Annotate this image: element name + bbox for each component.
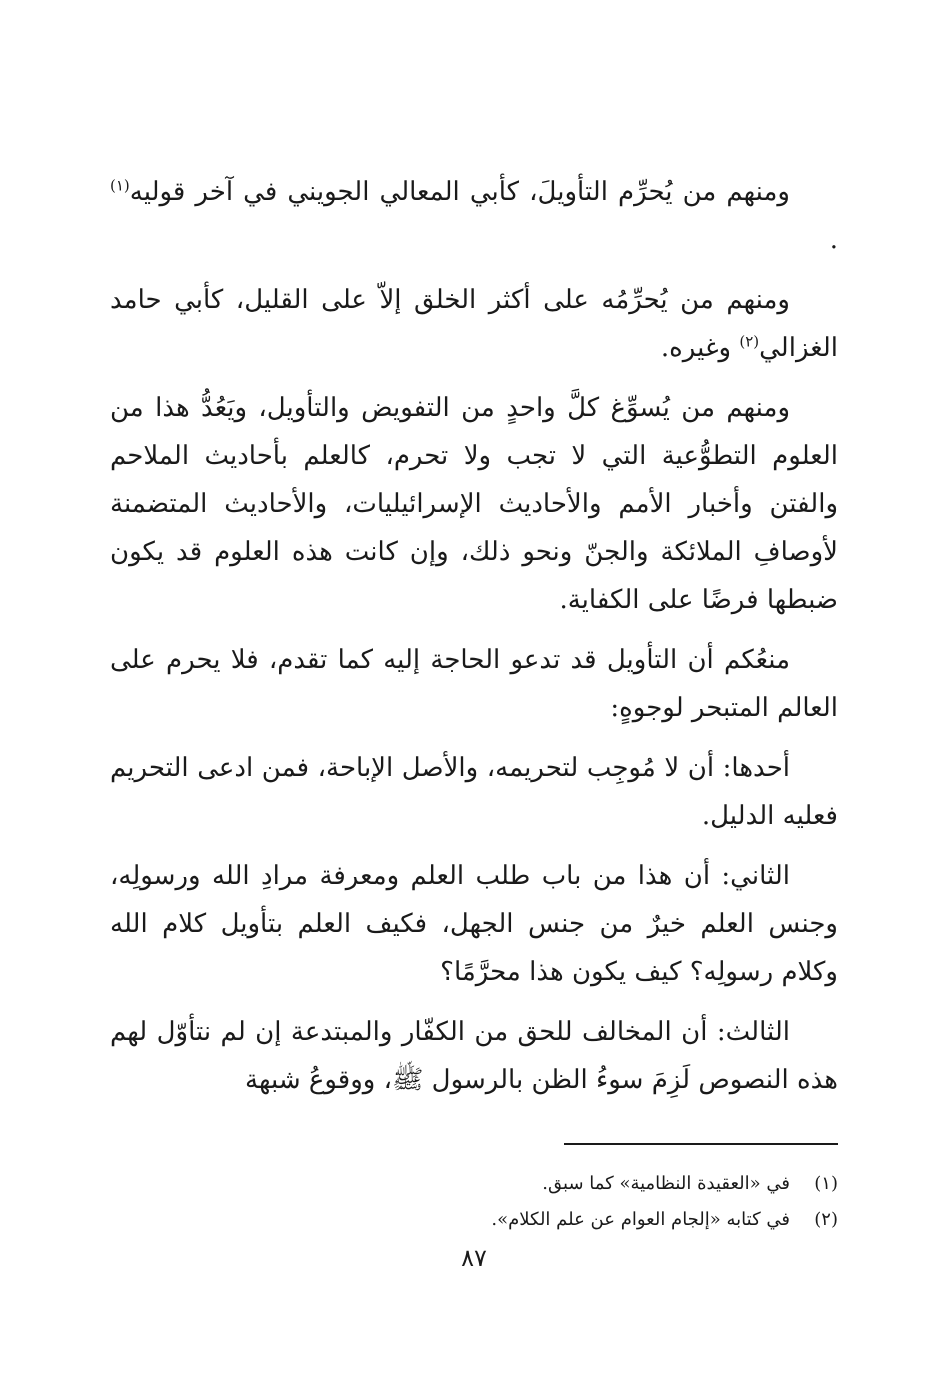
- paragraph-7: الثالث: أن المخالف للحق من الكفّار والمبتدعة إن لم نتأوّل لهم هذه النصوص لَزِمَ سوءُ الظن بالرسول ﷺ، ووقوعُ شبهة: [110, 1017, 838, 1095]
- footnote-ref-1: (١): [110, 176, 130, 195]
- paragraph-5: أحدها: أن لا مُوجِب لتحريمه، والأصل الإباحة، فمن ادعى التحريم فعليه الدليل.: [110, 753, 838, 831]
- page-number: ٨٧: [461, 1244, 487, 1272]
- footnote-2: (٢)في كتابه «إلجام العوام عن علم الكلام».: [491, 1209, 838, 1230]
- paragraph-2: ومنهم من يُحرِّمُه على أكثر الخلق إلاّ على القليل، كأبي حامد الغزالي$^{(٢)}$ وغيره.: [110, 285, 838, 363]
- footnote-separator: [564, 1143, 838, 1145]
- footnote-1: (١)في «العقيدة النظامية» كما سبق.: [542, 1173, 838, 1194]
- paragraph-6: الثاني: أن هذا من باب طلب العلم ومعرفة مرادِ الله ورسولِه، وجنس العلم خيرٌ من جنس الجهل، فكيف العلم بتأويل كلام الله وكلام رسولِه؟ كيف يكون هذا محرَّمًا؟: [110, 861, 838, 987]
- paragraph-3: ومنهم من يُسوِّغ كلَّ واحدٍ من التفويض والتأويل، ويَعُدُّ هذا من العلوم التطوُّعية التي لا تجب ولا تحرم، كالعلم بأحاديث الملاحم والفتن وأخبار الأمم والأحاديث الإسرائيليات، والأحاديث المتضمنة لأوصافِ الملائكة والجنّ ونحو ذلك، وإن كانت هذه العلوم قد يكون ضبطها فرضًا على الكفاية.: [110, 393, 839, 615]
- footnotes: [110, 1166, 838, 1238]
- main-text: [110, 168, 838, 1116]
- footnote-ref-2: (٢): [739, 332, 760, 351]
- paragraph-1: ومنهم من يُحرِّم التأويلَ، كأبي المعالي الجويني في آخر قوليه$^{(١)}$ .: [110, 176, 838, 255]
- paragraph-4: منعُكم أن التأويل قد تدعو الحاجة إليه كما تقدم، فلا يحرم على العالم المتبحر لوجوهٍ:: [110, 645, 838, 723]
